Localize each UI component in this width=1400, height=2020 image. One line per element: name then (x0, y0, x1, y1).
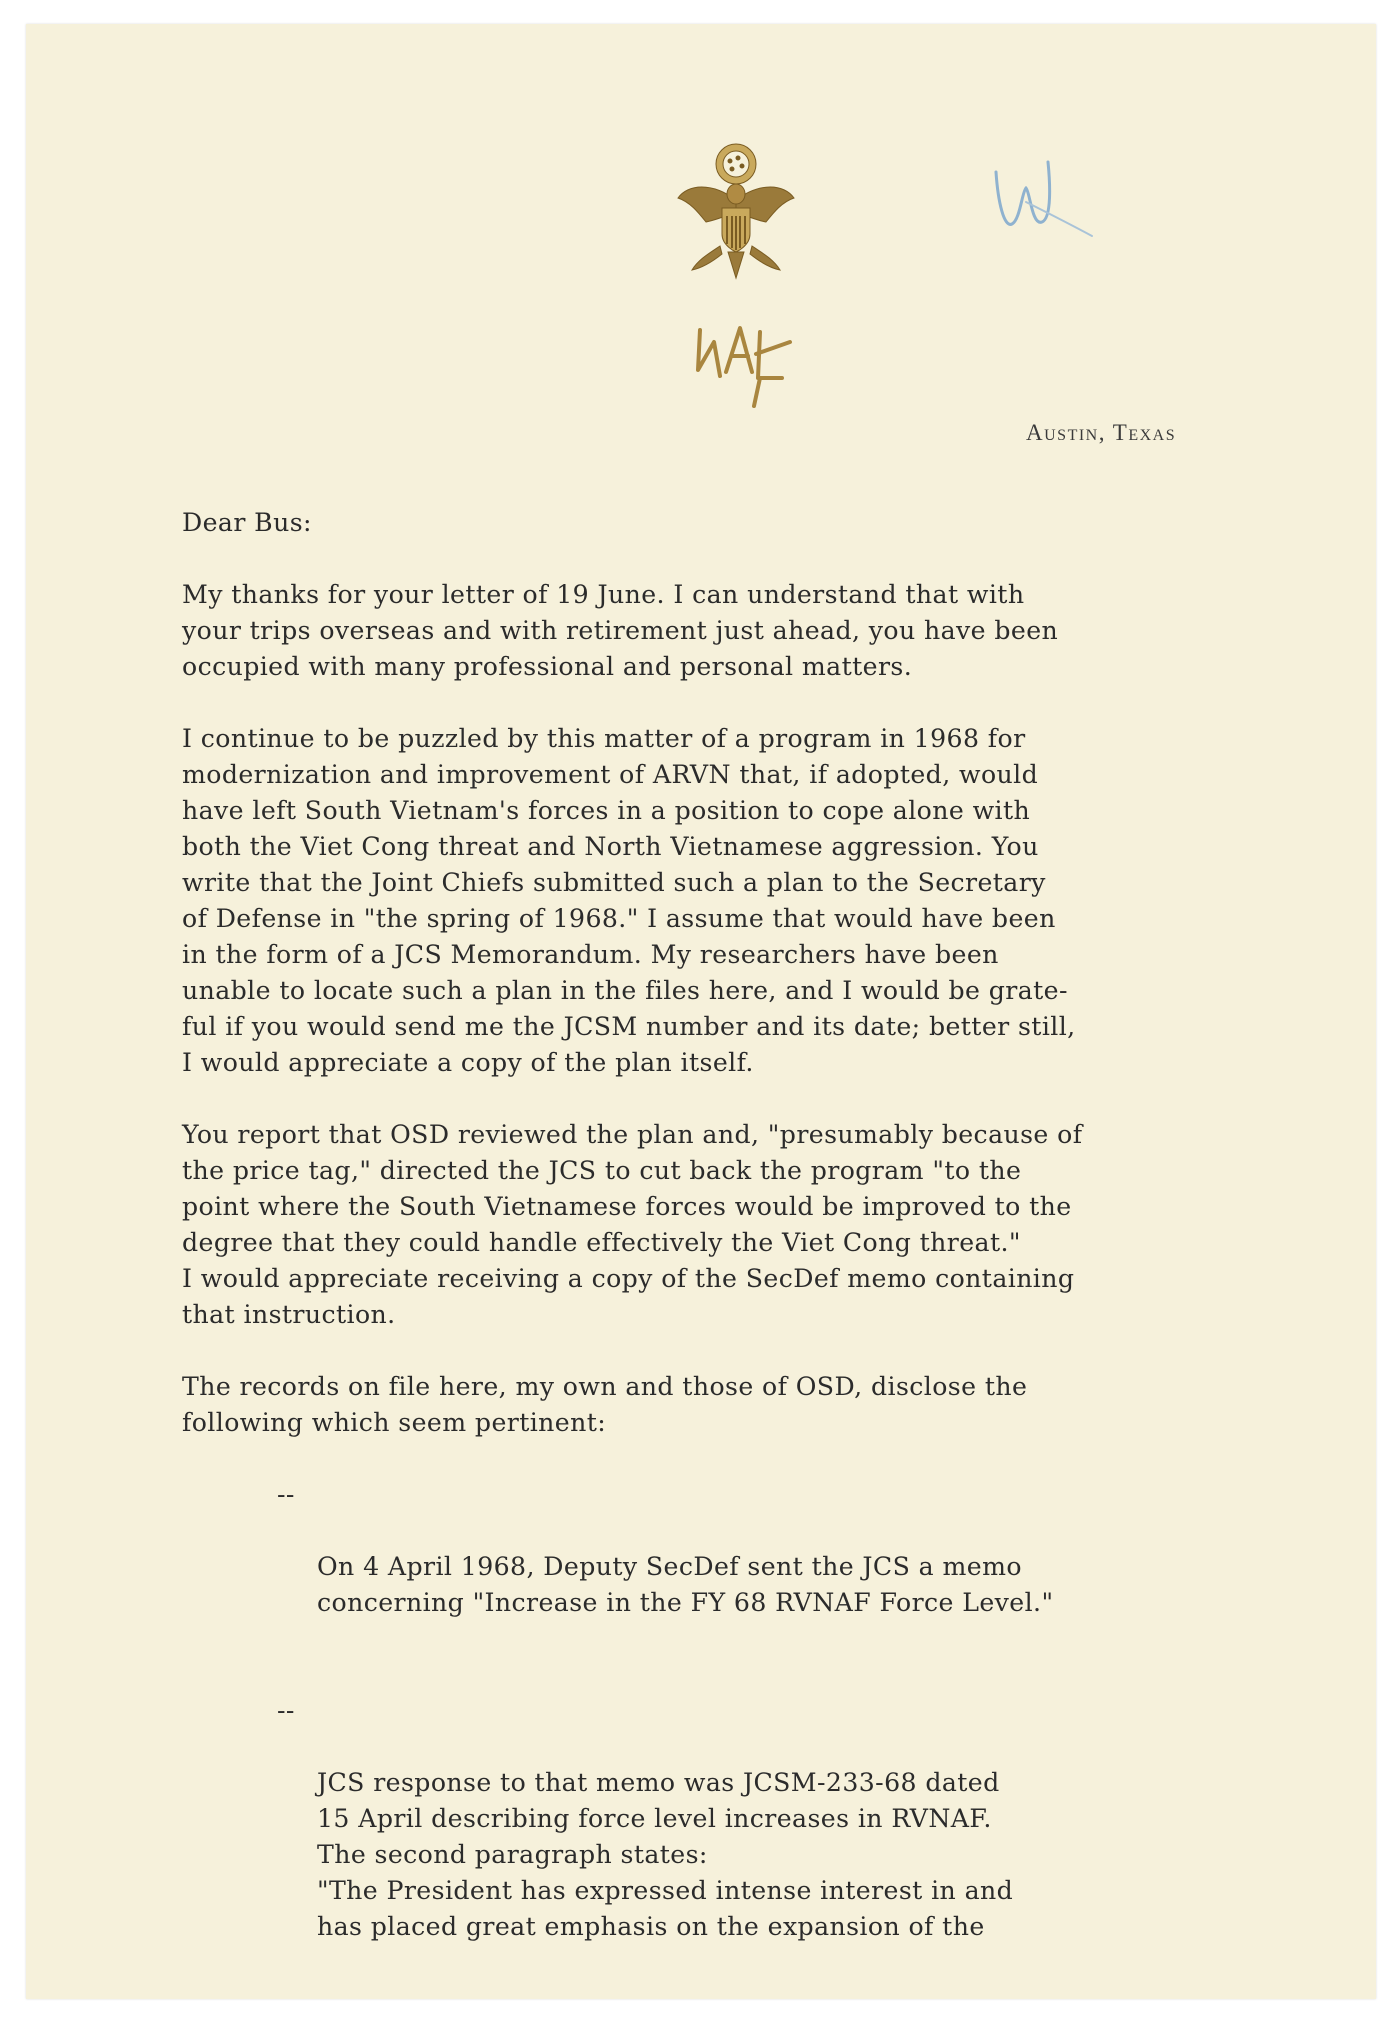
letter-body (182, 505, 1312, 2017)
list-item (182, 1477, 1312, 1657)
list-item-marker: -- (277, 1480, 295, 1509)
list-item-marker: -- (277, 1696, 295, 1725)
salutation: Dear Bus: (182, 508, 312, 537)
pencil-annotation-icon (986, 132, 1106, 242)
great-seal-icon (672, 142, 800, 286)
list-item-text: JCS response to that memo was JCSM-233-68 dated 15 April describing force level increases in RVNAF. The second paragraph states: "The President has expressed intense interest in and has placed great emphasis on the expansion of the (317, 1768, 1014, 1941)
list-item-text: On 4 April 1968, Deputy SecDef sent the JCS a memo concerning "Increase in the FY 68 RVNAF Force Level." (317, 1552, 1054, 1617)
monogram-icon (690, 320, 800, 410)
paragraph-1: My thanks for your letter of 19 June. I can understand that with your trips overseas and with retirement just ahead, you have been occupied with many professional and personal matters. (182, 580, 1059, 681)
paragraph-3: You report that OSD reviewed the plan and, "presumably because of the price tag," directed the JCS to cut back the program "to the point where the South Vietnamese forces would be improved to the degree that they could handle effectively the Viet Cong threat." I would appreciate receiving a copy of the SecDef memo containing that instruction. (182, 1120, 1083, 1329)
paragraph-2: I continue to be puzzled by this matter of a program in 1968 for modernization and improvement of ARVN that, if adopted, would have left South Vietnam's forces in a position to cope alone with both the Viet Cong threat and North Vietnamese aggression. You write that the Joint Chiefs submitted such a plan to the Secretary of Defense in "the spring of 1968." I assume that would have been in the form of a JCS Memorandum. My researchers have been unable to locate such a plan in the files here, and I would be grate- ful if you would send me the JCSM number and its date; better still, I would appreciate a copy of the plan itself. (182, 724, 1076, 1077)
list-item (182, 1693, 1312, 1981)
paragraph-4: The records on file here, my own and those of OSD, disclose the following which seem pertinent: (182, 1372, 1028, 1437)
letterhead-location: Austin, Texas (1026, 420, 1177, 445)
